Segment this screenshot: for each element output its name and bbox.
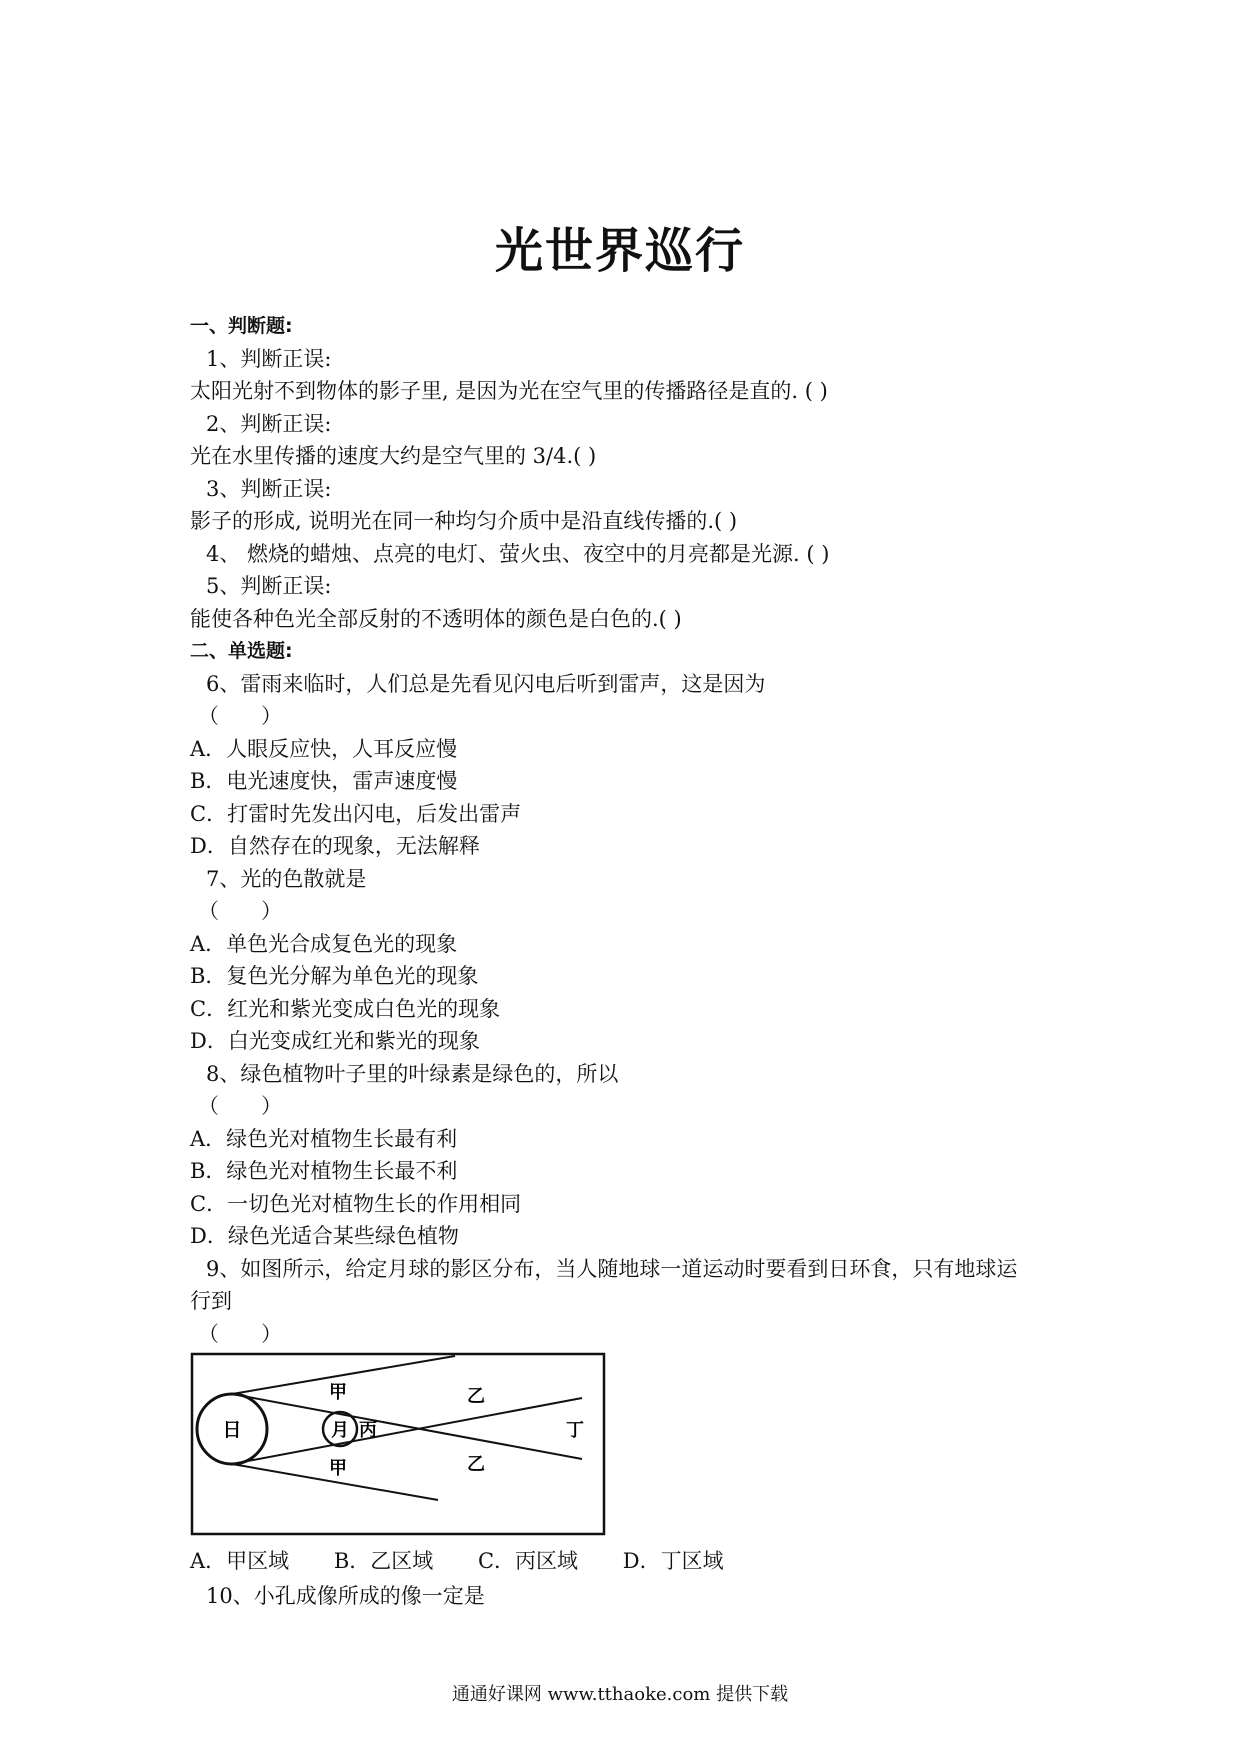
q9-option-a: A．甲区域	[190, 1549, 290, 1573]
q8-option-b: B．绿色光对植物生长最不利	[190, 1159, 458, 1183]
q8-stem: 8、绿色植物叶子里的叶绿素是绿色的，所以	[206, 1061, 619, 1086]
eclipse-diagram-svg	[190, 1352, 606, 1536]
question-list	[190, 310, 1070, 1350]
q7-option-c: C．红光和紫光变成白色光的现象	[190, 996, 501, 1021]
q9-paren: （ ）	[198, 1321, 282, 1346]
q5-body: 能使各种色光全部反射的不透明体的颜色是白色的.( )	[190, 606, 682, 631]
q9-option-c: C．丙区域	[477, 1549, 579, 1573]
label-jia-bottom: 甲	[329, 1458, 347, 1479]
label-jia-top: 甲	[329, 1382, 347, 1403]
q2-head: 2、判断正误:	[206, 411, 332, 436]
q6-option-b: B．电光速度快，雷声速度慢	[190, 769, 458, 793]
ray-lower-inner	[232, 1398, 582, 1464]
q7-option-a: A．单色光合成复色光的现象	[190, 931, 458, 956]
label-moon: 月	[331, 1420, 349, 1441]
q3-head: 3、判断正误:	[206, 476, 332, 501]
q2-body: 光在水里传播的速度大约是空气里的 3/4.( )	[190, 444, 597, 468]
q4-body: 4、 燃烧的蜡烛、点亮的电灯、萤火虫、夜空中的月亮都是光源. ( )	[206, 541, 830, 566]
q5-head: 5、判断正误:	[206, 574, 332, 598]
page-title: 光世界巡行	[494, 223, 745, 279]
q7-option-d: D．白光变成红光和紫光的现象	[190, 1029, 480, 1053]
q9-stem-line2: 行到	[190, 1289, 232, 1313]
q10-stem: 10、小孔成像所成的像一定是	[206, 1584, 485, 1608]
q9-stem-line1: 9、如图所示，给定月球的影区分布，当人随地球一道运动时要看到日环食，只有地球运	[206, 1256, 1018, 1281]
q6-stem: 6、雷雨来临时，人们总是先看见闪电后听到雷声，这是因为	[206, 671, 766, 696]
q8-option-a: A．绿色光对植物生长最有利	[190, 1126, 458, 1151]
q1-body: 太阳光射不到物体的影子里, 是因为光在空气里的传播路径是直的. ( )	[190, 379, 828, 403]
section-heading-judgement: 一、判断题:	[190, 315, 293, 337]
q8-option-c: C．一切色光对植物生长的作用相同	[190, 1191, 522, 1216]
q7-paren: （ ）	[198, 899, 282, 923]
q3-body: 影子的形成, 说明光在同一种均匀介质中是沿直线传播的.( )	[190, 509, 738, 533]
ray-upper-inner	[232, 1394, 582, 1459]
q8-option-d: D．绿色光适合某些绿色植物	[190, 1224, 459, 1248]
q6-option-c: C．打雷时先发出闪电，后发出雷声	[190, 801, 522, 826]
diagram-frame	[192, 1354, 604, 1534]
label-bing: 丙	[359, 1420, 377, 1441]
label-ding: 丁	[566, 1420, 584, 1441]
q7-option-b: B．复色光分解为单色光的现象	[190, 964, 479, 988]
q9-option-b: B．乙区域	[333, 1549, 434, 1573]
q6-option-d: D．自然存在的现象，无法解释	[190, 834, 480, 858]
q9-options	[190, 1545, 762, 1577]
q9-option-d: D．丁区域	[622, 1549, 724, 1573]
q6-option-a: A．人眼反应快，人耳反应慢	[190, 736, 458, 761]
q8-paren: （ ）	[198, 1094, 282, 1118]
q1-head: 1、判断正误:	[206, 346, 332, 371]
section-heading-single-choice: 二、单选题:	[190, 640, 293, 662]
eclipse-diagram	[190, 1352, 606, 1536]
footer-credit: 通通好课网 www.tthaoke.com 提供下载	[451, 1684, 789, 1705]
label-yi-top: 乙	[467, 1386, 485, 1407]
q7-stem: 7、光的色散就是	[206, 866, 367, 891]
q6-paren: （ ）	[198, 704, 282, 728]
label-sun: 日	[222, 1419, 242, 1441]
label-yi-bottom: 乙	[467, 1454, 485, 1475]
